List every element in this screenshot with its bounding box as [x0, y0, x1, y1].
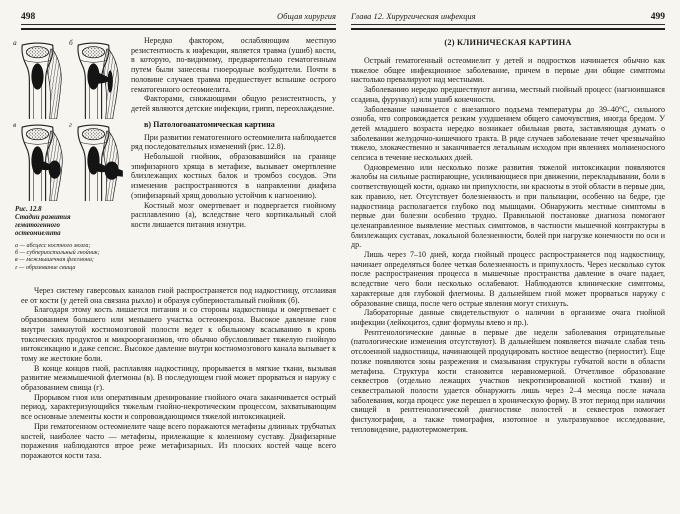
figure-legend	[15, 243, 124, 273]
page-right	[340, 0, 680, 514]
header-rule-right	[351, 24, 665, 30]
paragraph: Рентгенологические данные в первые две недели заболевания отрицательные (патологические изменения отсутствуют). В дальнейшем появляется вначале слабая тень отслоенной надкостницы, начинающей продуцировать костное вещество (периостит). Еще позже появляются зоны разрежения и смазывания структуры губчатой кости в области метафиза. Структура кости становится неравномерной. Отчетливое образование секвестров (отдельно лежащих участков некротизированной костной ткани) и секвестральной полости удается обнаружить лишь через 2–4 месяца после начала заболевания, когда процесс уже перешел в хроническую форму. В этот период при наличии свищей в рентгенологической диагностике полостей и секвестров помогает фистулография, а также томография, изотопное и ультразвуковое исследование, тепловидение, радиотермометрия.	[351, 327, 665, 434]
section-heading: (2) КЛИНИЧЕСКАЯ КАРТИНА	[444, 38, 572, 47]
paragraph: В конце концов гной, расплавляя надкостницу, прорывается в мягкие ткани, вызывая развитие межмышечной флегмоны (в). В последующем гной может прорваться и наружу с образованием свища (г).	[21, 363, 336, 393]
paragraph: Прорывом гноя или оперативным дренирование гнойного очага заканчивается острый период, характеризующийся тяжелым гнойно-некротическим процессом, захватывающим все основные элементы кости и сопровождающимся тяжелой интоксикацией.	[21, 392, 336, 422]
figure-title: Стадии развития гематогенного остеомиелита	[15, 214, 71, 238]
figure-panels	[12, 38, 124, 201]
figure-legend-item: в — межмышечная флегмона;	[15, 257, 94, 264]
panel-label-g: г	[69, 121, 72, 130]
running-title-right: Глава 12. Хирургическая инфекция	[351, 11, 476, 21]
paragraph: При гематогенном остеомиелите чаще всего поражаются метафизы длинных трубчатых костей, наиболее часто — метафизы, прилежащие к коленному суставу. Диафизарные поражения наблюдаются втрое реже метафизарных. Из плоских костей чаще всего поражаются кости таза.	[21, 421, 336, 460]
figure-osteomyelitis-stages	[12, 38, 124, 286]
page-header-left	[21, 11, 336, 22]
figure-ref: Рис. 12.8	[15, 206, 42, 213]
panel-label-v: в	[13, 121, 17, 130]
paragraph: Одновременно или несколько позже развития тяжелой интоксикации появляются жалобы на сильные распирающие, усиливающиеся при движении, перекладывании, боли в соответствующей кости, однако ни припухлости, ни красноты в этой области в первые дни, как правило, нет. Отсутствует болезненность и при пальпации, особенно на бедре, где надкостница располагается глубоко под мышцами. Обнаружить местные симптомы в первые дни болезни особенно трудно. Правильной постановке диагноза помогают целенаправленное выявление местных симптомов, в частности мышечной контрактуры в близлежащих суставах, локальной болезненности, болей при нагрузке конечности по оси и др.	[351, 162, 665, 250]
paragraph: При развитии гематогенного остеомиелита наблюдается ряд последовательных изменений (рис. 12.8).	[131, 132, 336, 152]
paragraph: Лабораторные данные свидетельствуют о наличии в организме очага гнойной инфекции (лейкоцитоз, сдвиг формулы влево и пр.).	[351, 308, 665, 327]
left-full-width-text	[21, 286, 336, 461]
paragraph: Благодаря этому кость лишается питания и со стороны надкостницы и омертвевает с образованием большего или меньшего участка остеонекроза. Высокое давление гноя внутри замкнутой костномозговой полости ведет к обильному всасыванию в кровь токсических продуктов и микроорганизмов, что обычно обусловливает тяжелую гнойную интоксикацию и даже сепсис. Высокое давление внутри костномозгового канала вызывает к тому же жестокие боли.	[21, 305, 336, 363]
paragraph: Факторами, снижающими общую резистентность, у детей являются детские инфекции, грипп, переохлаждение.	[131, 94, 336, 113]
paragraph: Через систему гаверсовых каналов гной распространяется под надкостницу, отслаивая ее от кости (у детей она связана рыхло) и образуя субпериостальный гнойник (б).	[21, 286, 336, 305]
paragraph: Небольшой гнойник, образовавшийся на границе эпифизарного хряща в метафизе, вызывает омертвление близлежащих костных балок и тромбоз сосудов. Эти изменения распространяются в направлении диафиза (эпифизарный хрящ довольно устойчив к нагноению).	[131, 152, 336, 200]
figure-legend-item: г — образование свища	[15, 264, 76, 271]
running-title-left: Общая хирургия	[277, 11, 336, 21]
paragraph: Заболеванию нередко предшествуют ангина, местный гнойный процесс (нагноившаяся ссадина, фурункул) или ушиб конечности.	[351, 85, 665, 104]
header-rule-left	[21, 24, 336, 30]
bone-diagram-v	[12, 120, 67, 201]
page-number-right: 499	[650, 12, 665, 22]
paragraph: Нередко фактором, ослабляющим местную резистентность к инфекции, является травма (ушиб) кости, в которую, по-видимому, предварительно гематогенным путем были занесены гноеродные возбудители. Почти в половине случаев травма предшествует вспышке острого гематогенного остеомиелита.	[131, 36, 336, 94]
paragraph: Острый гематогенный остеомиелит у детей и подростков начинается обычно как тяжелое общее инфекционное заболевание, причем в первые дни общие симптомы настолько превалируют над местными.	[351, 56, 665, 85]
paragraph: Лишь через 7–10 дней, когда гнойный процесс распространяется под надкостницу, начинает определяться более четкая болезненность и припухлость. Через несколько суток после распространения процесса в мышечные пространства давление в очаге падает, вследствие чего боли несколько ослабевают. Наблюдаются клинические симптомы, характерные для глубокой флегмоны. В дальнейшем гной может прорваться наружу с образование свища, после чего острые явления могут стихнуть.	[351, 250, 665, 308]
figure-caption	[15, 206, 124, 272]
paragraph: Заболевание начинается с внезапного подъема температуры до 39–40°С, сильного озноба, что сопровождается резким ухудшением общего самочувствия, иногда бредом. У детей младшего возраста нередко возникает обильная рвота, заставляющая думать о заболевании желудочно-кишечного тракта. В ряде случаев заболевание течет чрезвычайно тяжело, злокачественно и заканчивается летальным исходом при явлениях молниеносного сепсиса в течение нескольких дней.	[351, 104, 665, 163]
bone-diagram-a	[12, 38, 67, 119]
page-number-left: 498	[21, 12, 36, 22]
right-page-body	[351, 38, 665, 434]
figure-legend-item: а — абсцесс костного мозга;	[15, 242, 91, 249]
page-header-right	[351, 11, 665, 22]
bone-diagram-g	[68, 120, 123, 201]
panel-label-a: а	[13, 39, 17, 48]
subsection-heading: в) Патологоанатомическая картина	[144, 119, 275, 129]
bone-diagram-b	[68, 38, 123, 119]
figure-legend-item: б — субпериостальный гнойник;	[15, 250, 100, 257]
left-page-body	[13, 36, 336, 461]
panel-label-b: б	[69, 39, 73, 48]
paragraph: Костный мозг омертвевает и подвергается гнойному расплавлению (а), вследствие чего кортикальный слой кости лишается питания изнутри.	[131, 200, 336, 229]
